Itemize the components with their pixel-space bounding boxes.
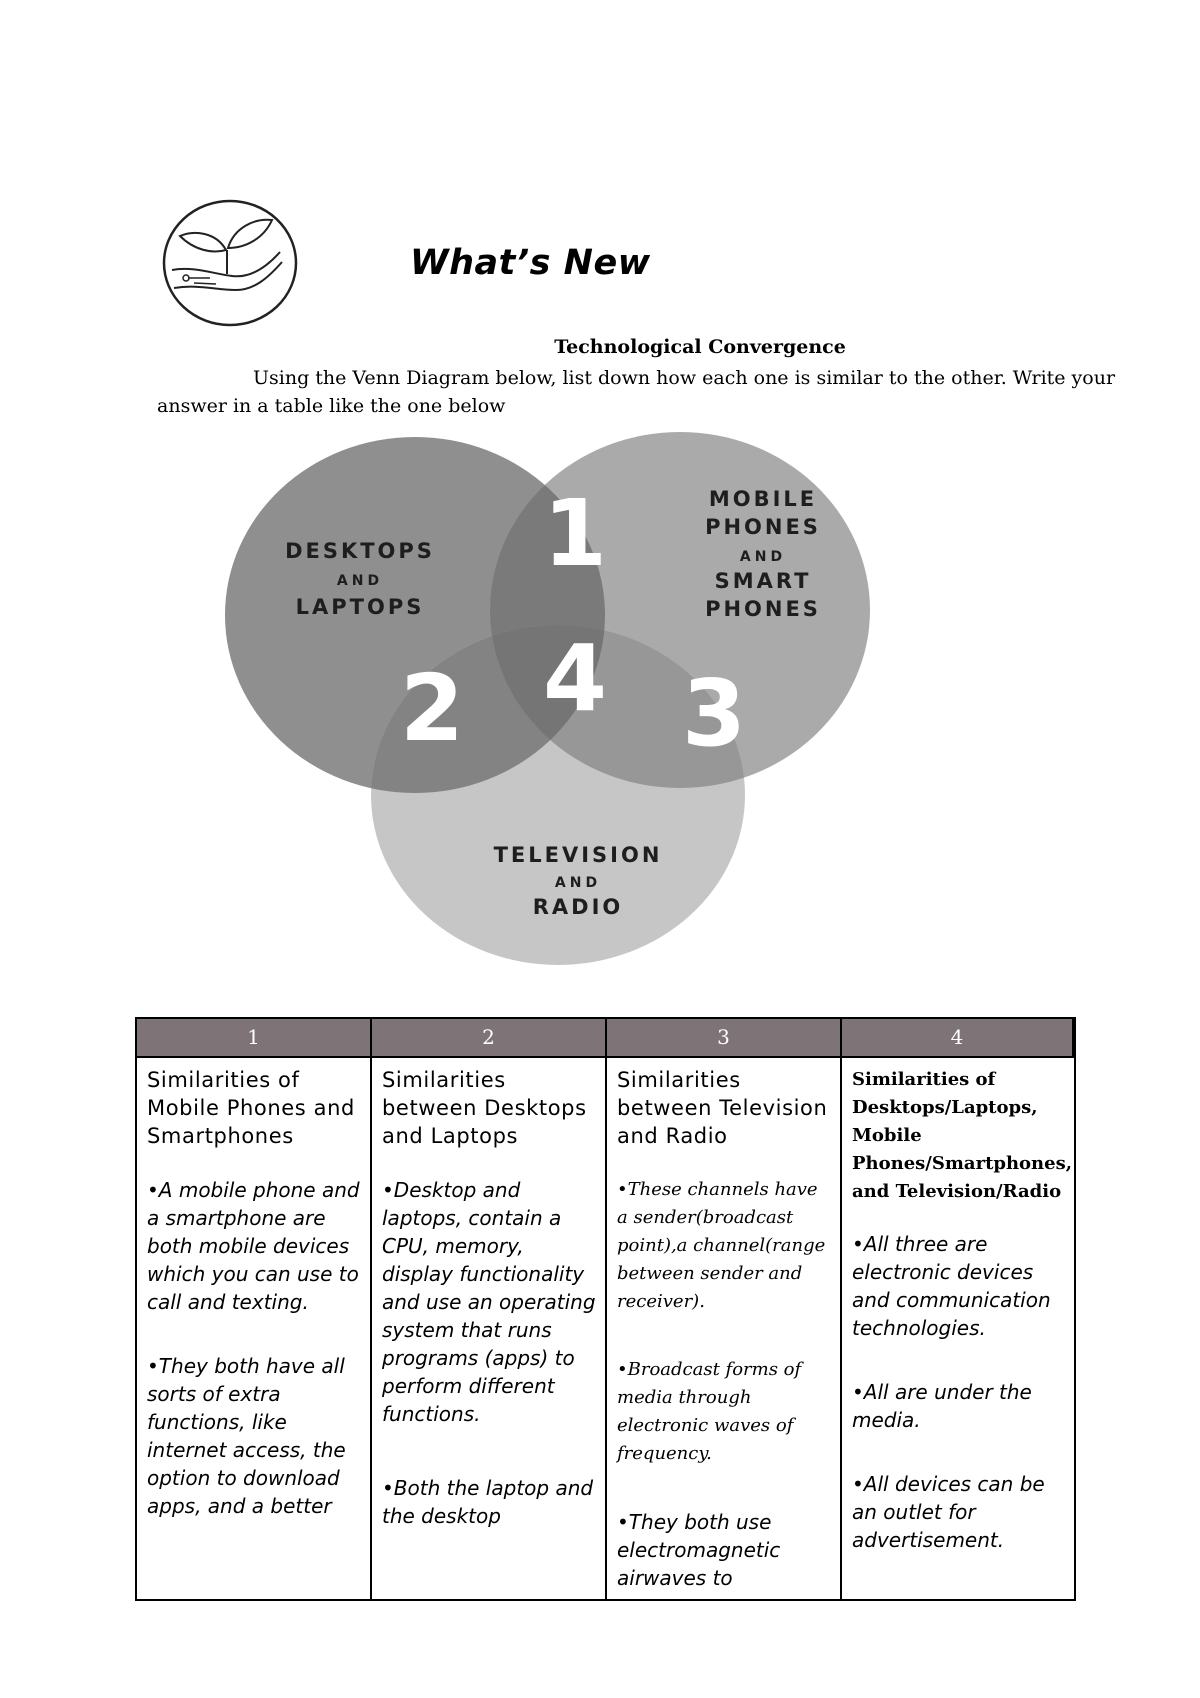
cell-bullet: •They both use electromagnetic airwaves to xyxy=(617,1510,781,1590)
subtitle: Technological Convergence xyxy=(554,336,846,358)
venn-region-1: 1 xyxy=(542,480,608,587)
cell-bullet: •All devices can be an outlet for advertisement. xyxy=(852,1472,1045,1552)
column-header-4: 4 xyxy=(842,1019,1074,1058)
venn-label-mobile-1: MOBILE xyxy=(708,487,818,511)
column-header-1: 1 xyxy=(137,1019,372,1058)
instructions: Using the Venn Diagram below, list down how each one is similar to the other. Write your answer in a table like the one below xyxy=(157,367,1116,417)
venn-region-4: 4 xyxy=(542,625,608,732)
table-cell-3 xyxy=(607,1058,842,1599)
venn-label-tv-2: AND xyxy=(554,875,602,891)
cell-bullet: •A mobile phone and a smartphone are both mobile devices which you can use to call and texting. xyxy=(147,1178,360,1314)
table-cell-1 xyxy=(137,1058,372,1599)
venn-diagram xyxy=(200,410,920,980)
venn-region-2: 2 xyxy=(399,655,465,762)
hand-with-seedling-icon xyxy=(154,192,304,334)
venn-label-mobile-5: PHONES xyxy=(705,597,821,621)
table-cell-2 xyxy=(372,1058,607,1599)
venn-label-mobile-4: SMART xyxy=(714,569,812,593)
venn-label-mobile-3: AND xyxy=(739,549,787,565)
cell-heading: Similarities between Desktops and Laptops xyxy=(382,1068,587,1148)
cell-bullet: •Broadcast forms of media through electronic waves of frequency. xyxy=(617,1359,802,1464)
cell-bullet: •They both have all sorts of extra functions, like internet access, the option to download apps, and a better xyxy=(147,1354,346,1518)
venn-label-desktops-1: DESKTOPS xyxy=(285,539,435,563)
similarities-table xyxy=(135,1017,1076,1601)
cell-bullet: •These channels have a sender(broadcast point),a channel(range between sender and receiver). xyxy=(617,1179,826,1312)
venn-label-desktops-3: LAPTOPS xyxy=(295,595,425,619)
table-cell-4 xyxy=(842,1058,1074,1599)
cell-bullet: •Desktop and laptops, contain a CPU, memory, display functionality and use an operating system that runs programs (apps) to perform different functions. xyxy=(382,1178,596,1426)
cell-bullet: •All are under the media. xyxy=(852,1380,1032,1432)
venn-label-mobile-2: PHONES xyxy=(705,515,821,539)
venn-label-desktops-2: AND xyxy=(336,573,384,589)
section-title: What’s New xyxy=(410,243,651,283)
column-header-2: 2 xyxy=(372,1019,607,1058)
cell-bullet: •All three are electronic devices and communication technologies. xyxy=(852,1232,1051,1340)
cell-heading: Similarities of Desktops/Laptops, Mobile Phones/Smartphones, and Television/Radio xyxy=(852,1069,1072,1202)
cell-heading: Similarities between Television and Radio xyxy=(617,1068,828,1148)
column-header-3: 3 xyxy=(607,1019,842,1058)
cell-heading: Similarities of Mobile Phones and Smartphones xyxy=(147,1068,355,1148)
venn-region-3: 3 xyxy=(681,660,747,767)
venn-label-tv-1: TELEVISION xyxy=(493,843,663,867)
venn-label-tv-3: RADIO xyxy=(532,895,624,919)
cell-bullet: •Both the laptop and the desktop xyxy=(382,1476,594,1528)
